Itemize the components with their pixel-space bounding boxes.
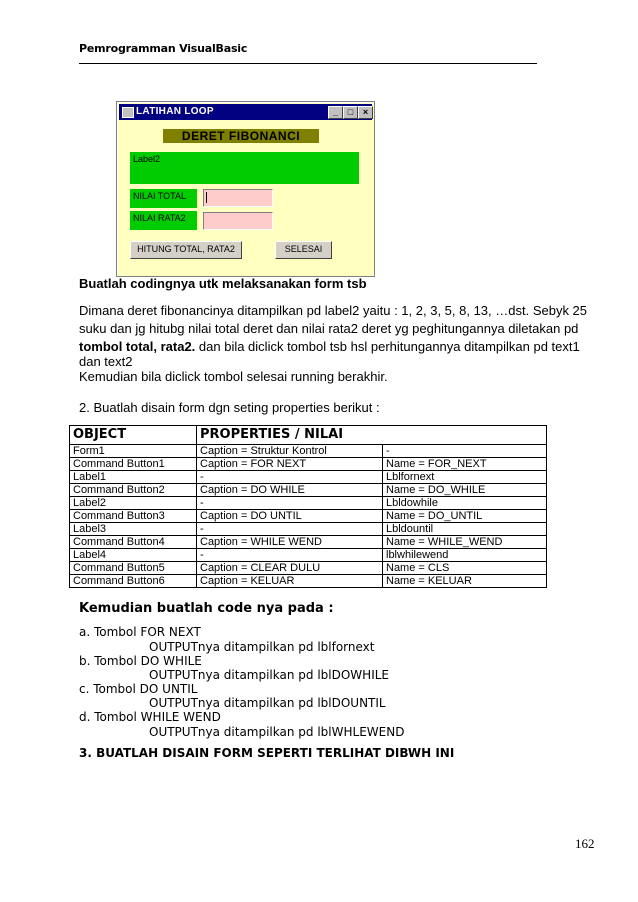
table-cell: Command Button1: [70, 458, 197, 471]
paragraph-line-5: Kemudian bila diclick tombol selesai running berakhir.: [79, 369, 388, 384]
table-row: [70, 510, 547, 523]
code-item-c-label: c. Tombol DO UNTIL: [79, 682, 198, 696]
table-cell: Command Button5: [70, 562, 197, 575]
text2-input[interactable]: [203, 212, 273, 230]
form-icon: [122, 107, 134, 118]
nilai-total-label: NILAI TOTAL: [130, 189, 197, 208]
paragraph-line-4: dan text2: [79, 354, 133, 369]
table-cell: Lbldowhile: [383, 497, 547, 510]
label2-output: Label2: [130, 152, 359, 184]
table-cell: Command Button2: [70, 484, 197, 497]
code-item-d-label: d. Tombol WHILE WEND: [79, 710, 221, 724]
code-item-c-detail: OUTPUTnya ditampilkan pd lblDOUNTIL: [149, 696, 386, 710]
table-row: [70, 523, 547, 536]
instruction-title: Buatlah codingnya utk melaksanakan form tsb: [79, 276, 367, 291]
table-cell: -: [197, 497, 383, 510]
hitung-total-button[interactable]: HITUNG TOTAL, RATA2: [130, 241, 242, 259]
page-header: Pemrogramman VisualBasic: [79, 42, 248, 55]
table-row: [70, 445, 547, 458]
table-cell: Label4: [70, 549, 197, 562]
table-cell: -: [197, 523, 383, 536]
page-number: 162: [575, 836, 595, 851]
table-cell: Form1: [70, 445, 197, 458]
paragraph-line-3-rest: dan bila diclick tombol tsb hsl perhitungannya ditampilkan pd text1: [195, 339, 580, 354]
paragraph-line-2: suku dan jg hitubg nilai total deret dan nilai rata2 deret yg peghitungannya diletakan pd: [79, 321, 579, 336]
table-cell: Name = DO_UNTIL: [383, 510, 547, 523]
paragraph-line-1: Dimana deret fibonancinya ditampilkan pd label2 yaitu : 1, 2, 3, 5, 8, 13, …dst. Sebyk 25: [79, 303, 588, 318]
code-section-title: Kemudian buatlah code nya pada :: [79, 601, 334, 616]
table-cell: Caption = WHILE WEND: [197, 536, 383, 549]
table-cell: Lbldountil: [383, 523, 547, 536]
section3-title: 3. BUATLAH DISAIN FORM SEPERTI TERLIHAT DIBWH INI: [79, 746, 455, 760]
table-cell: -: [383, 445, 547, 458]
table-cell: Caption = CLEAR DULU: [197, 562, 383, 575]
table-cell: Caption = Struktur Kontrol: [197, 445, 383, 458]
table-header-properties: PROPERTIES / NILAI: [197, 426, 547, 445]
text-cursor: [206, 192, 207, 203]
table-cell: -: [197, 471, 383, 484]
table-header-object: OBJECT: [70, 426, 197, 445]
fibonacci-heading-label: DERET FIBONANCI: [163, 129, 319, 143]
table-cell: Command Button4: [70, 536, 197, 549]
minimize-button[interactable]: _: [328, 106, 343, 119]
bold-phrase: tombol total, rata2.: [79, 339, 196, 354]
paragraph-line-3: [79, 338, 580, 355]
maximize-button[interactable]: □: [343, 106, 358, 119]
window-title: LATIHAN LOOP: [136, 106, 214, 117]
table-cell: Name = KELUAR: [383, 575, 547, 588]
code-item-b-label: b. Tombol DO WHILE: [79, 654, 202, 668]
table-cell: Label3: [70, 523, 197, 536]
table-cell: Label2: [70, 497, 197, 510]
table-cell: Command Button3: [70, 510, 197, 523]
code-item-a-label: a. Tombol FOR NEXT: [79, 625, 201, 639]
table-cell: Lblfornext: [383, 471, 547, 484]
table-row: [70, 484, 547, 497]
window-titlebar[interactable]: [119, 104, 372, 120]
table-cell: -: [197, 549, 383, 562]
table-row: [70, 471, 547, 484]
table-row: [70, 536, 547, 549]
table-cell: Caption = KELUAR: [197, 575, 383, 588]
table-cell: Caption = DO UNTIL: [197, 510, 383, 523]
table-cell: lblwhilewend: [383, 549, 547, 562]
properties-table: [69, 425, 547, 588]
table-row: [70, 497, 547, 510]
nilai-rata2-label: NILAI RATA2: [130, 211, 197, 230]
table-cell: Name = FOR_NEXT: [383, 458, 547, 471]
vb-form-window: [116, 101, 375, 277]
text1-input[interactable]: [203, 189, 273, 207]
table-cell: Caption = FOR NEXT: [197, 458, 383, 471]
selesai-button[interactable]: SELESAI: [275, 241, 332, 259]
table-cell: Name = DO_WHILE: [383, 484, 547, 497]
table-cell: Command Button6: [70, 575, 197, 588]
table-cell: Name = CLS: [383, 562, 547, 575]
table-row: [70, 575, 547, 588]
table-cell: Label1: [70, 471, 197, 484]
table-cell: Name = WHILE_WEND: [383, 536, 547, 549]
code-item-b-detail: OUTPUTnya ditampilkan pd lblDOWHILE: [149, 668, 389, 682]
table-row: [70, 549, 547, 562]
table-cell: Caption = DO WHILE: [197, 484, 383, 497]
table-header-row: [70, 426, 547, 445]
code-item-a-detail: OUTPUTnya ditampilkan pd lblfornext: [149, 640, 375, 654]
header-rule: [79, 63, 537, 64]
table-row: [70, 562, 547, 575]
code-item-d-detail: OUTPUTnya ditampilkan pd lblWHLEWEND: [149, 725, 405, 739]
close-button[interactable]: ×: [358, 106, 373, 119]
section2-title: 2. Buatlah disain form dgn seting properties berikut :: [79, 400, 380, 415]
table-row: [70, 458, 547, 471]
